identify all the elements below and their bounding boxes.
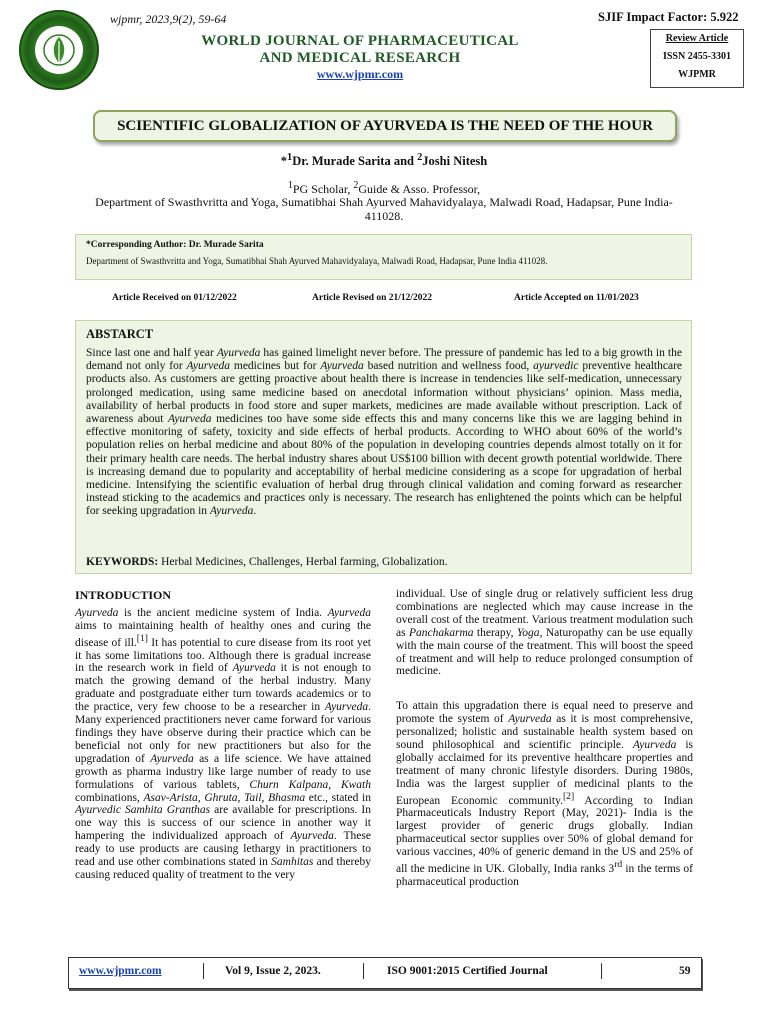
intro-paragraph-1: Ayurveda is the ancient medicine system of India. Ayurveda aims to maintaining health of healthy ones and curing the disease of ill.[1] It has potential to cure disease from its root yet it has some limitations too. Although there is gradual increase in the research work in field of Ayurveda it is not enough to match the growing demand of the herbal industry. Many graduate and postgraduate either turn towards academics or to the practice, very few choose to be a researcher in Ayurveda. Many experienced practitioners never came forward for various findings they have observe during their practice which can be beneficial not only for new practitioners but also for the upgradation of Ayurveda as a life science. We have attained growth as pharma industry like large number of ready to use formulations of various tablets, Churn Kalpana, Kwath combinations, Asav-Arista, Ghruta, Tail, Bhasma etc., stated in Ayurvedic Samhita Granthas are available for prescriptions. In one way this is success of our science in another way it hampering the individualized approach of Ayurveda. These ready to use products are causing lethargy in practitioners to read and use other combinations stated in Samhitas and thereby causing reduced quality of treatment to the very [75,607,372,881]
article-info-box [650,29,744,88]
left-column-text [75,607,371,882]
author1: Dr. Murade Sarita and [292,154,418,169]
corresponding-author-box [75,234,692,280]
footer-separator-1: │ [199,963,209,978]
journal-name-line1: WORLD JOURNAL OF PHARMACEUTICAL [201,33,519,49]
impact-factor: SJIF Impact Factor: 5.922 [598,10,739,24]
article-type: Review Article [665,33,729,44]
authors [0,152,768,169]
article-title: SCIENTIFIC GLOBALIZATION OF AYURVEDA IS THE NEED OF THE HOUR [117,117,653,134]
journal-url-link[interactable]: www.wjpmr.com [316,67,404,81]
footer-separator-2: │ [359,963,369,978]
affil-role1: PG Scholar, [292,182,354,196]
date-received: Article Received on 01/12/2022 [112,293,237,303]
author2: Joshi Nitesh [422,154,488,169]
keywords-list: Herbal Medicines, Challenges, Herbal farming, Globalization. [158,556,448,568]
keywords-label: KEYWORDS: [86,556,159,568]
introduction-heading: INTRODUCTION [75,588,172,602]
affil-role2: Guide & Asso. Professor, [358,182,481,196]
intro-paragraph-3: To attain this upgradation there is equal need to preserve and promote the system of Ayurveda as it is most comprehensive, personalized; holistic and sustainable health system based on sound philosophical and scientific principle. Ayurveda is globally acclaimed for its preventive healthcare properties and treatment of many chronic lifestyle disorders. During 1980s, India was the largest supplier of medicinal plants to the European Economic community.[2] According to Indian Pharmaceuticals Industry Report (May, 2021)- India is the largest provider of generic drugs globally. Indian pharmaceutical sector supplies over 50% of global demand for various vaccines, 40% of generic demand in the US and 25% of all the medicine in UK. Globally, India ranks 3rd in the terms of pharmaceutical production [396,700,694,888]
journal-abbrev: WJPMR [678,69,716,80]
affiliation-address: Department of Swasthvritta and Yoga, Sumatibhai Shah Ayurved Mahavidyalaya, Malwadi Road, Hadapsar, Pune India-411028. [95,195,673,223]
logo-emblem-icon [35,26,83,74]
date-accepted: Article Accepted on 11/01/2023 [514,293,639,303]
footer-volume: Vol 9, Issue 2, 2023. [225,965,321,977]
intro-paragraph-2: individual. Use of single drug or relatively sufficient less drug combinations are neglected which may cause increase in the overall cost of the treatment. Various treatment modulation such as Panchakarma therapy, Yoga, Naturopathy can be use equally with the main course of the treatment. This will boost the speed of treatment and will help to reduce prolonged consumption of medicine. [396,588,693,678]
right-column-text [396,588,693,889]
citation: wjpmr, 2023,9(2), 59-64 [110,12,227,26]
footer-iso: ISO 9001:2015 Certified Journal [387,965,548,977]
journal-name-line2: AND MEDICAL RESEARCH [259,50,461,66]
page-number: 59 [679,965,691,977]
date-revised: Article Revised on 21/12/2022 [312,293,433,303]
abstract-text: Since last one and half year Ayurveda has gained limelight never before. The pressure of pandemic has led to a big growth in the demand not only for Ayurveda medicines but for Ayurveda based nutrition and wellness food, ayurvedic preventive healthcare products also. As customers are getting proactive about health there is increase in tendencies like self-medication, unnecessary prolonged medication, using same medicine based on anecdotal information without physicians’ opinion. Mass media, availability of herbal products in food store and super markets, medicines are made available without prescription. Lack of awareness about Ayurveda medicines too have some side effects this and many concerns like this we are lagging behind in effective monitoring of safety, toxicity and side effects of herbal products. According to WHO about 60% of the world’s population relies on herbal medicine and about 80% of the population in developing countries depends almost totally on it for their primary health care needs. The herbal industry shares about US$100 billion with decent growth potential worldwide. There is increasing demand due to popularity and acceptability of herbal medicine considering as a scope for upgradation of herbal medicine. Intensifying the scientific evaluation of herbal drug through clinical validation and coming forward as researcher instead sticking to the academics and practices only is necessary. The research has enlightened the points which can be helpful for seeking upgradation in Ayurveda. [86,347,683,518]
article-title-box [93,110,677,142]
affil-sup2: 2 [353,180,359,191]
journal-name [170,33,550,67]
journal-logo [19,10,99,90]
author2-sup: 2 [417,152,423,163]
corresponding-address: Department of Swasthvritta and Yoga, Sumatibhai Shah Ayurved Mahavidyalaya, Malwadi Road, Hadapsar, Pune India 411028. [86,256,548,266]
keywords [86,556,448,568]
authors-prefix: * [280,154,287,169]
abstract-heading: ABSTARCT [86,327,154,341]
corresponding-author: *Corresponding Author: Dr. Murade Sarita [86,240,264,250]
footer-url-link[interactable]: www.wjpmr.com [79,965,162,977]
footer-separator-3: │ [597,963,607,978]
issn: ISSN 2455-3301 [662,51,732,62]
affil-sup1: 1 [287,180,293,191]
author1-sup: 1 [287,152,293,163]
abstract-box [75,320,692,574]
page-footer [68,957,702,989]
